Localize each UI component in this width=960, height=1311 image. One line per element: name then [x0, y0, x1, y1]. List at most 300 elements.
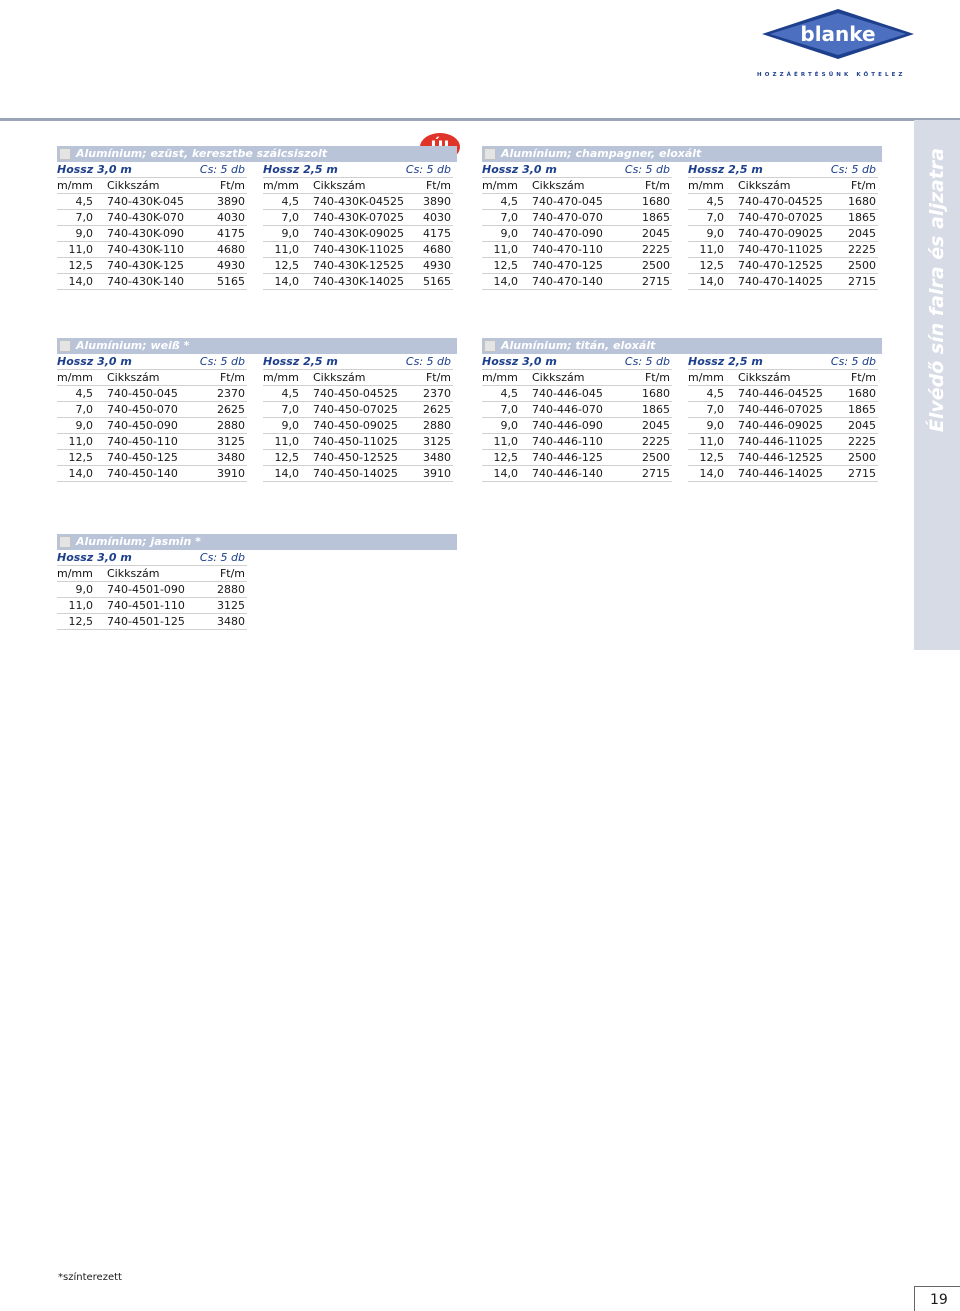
header-ftm: Ft/m — [219, 567, 245, 580]
article-number: 740-450-07025 — [313, 403, 398, 416]
article-number: 740-430K-04525 — [313, 195, 404, 208]
size-mm: 4,5 — [500, 195, 518, 208]
table-column — [57, 354, 247, 482]
size-mm: 9,0 — [75, 419, 93, 432]
length-header — [688, 162, 878, 178]
length-label: Hossz 3,0 m — [482, 355, 557, 368]
table-row — [482, 210, 672, 226]
price: 2225 — [642, 243, 670, 256]
article-number: 740-450-045 — [107, 387, 178, 400]
section-title — [57, 534, 457, 550]
footnote: *színterezett — [58, 1272, 122, 1283]
table-row — [482, 274, 672, 290]
header-cikkszam: Cikkszám — [313, 371, 366, 384]
article-number: 740-446-14025 — [738, 467, 823, 480]
size-mm: 7,0 — [500, 403, 518, 416]
price: 2045 — [848, 227, 876, 240]
table-row — [57, 194, 247, 210]
table-row — [688, 258, 878, 274]
table-row — [263, 258, 453, 274]
article-number: 740-430K-07025 — [313, 211, 404, 224]
price: 4930 — [217, 259, 245, 272]
size-mm: 14,0 — [274, 467, 299, 480]
pack-size: Cs: 5 db — [405, 355, 451, 368]
article-number: 740-446-125 — [532, 451, 603, 464]
section-title-text: Alumínium; ezüst, keresztbe szálcsiszolt — [76, 147, 328, 160]
price: 2715 — [848, 467, 876, 480]
size-mm: 9,0 — [281, 227, 299, 240]
size-mm: 4,5 — [281, 195, 299, 208]
article-number: 740-450-125 — [107, 451, 178, 464]
article-number: 740-446-045 — [532, 387, 603, 400]
table-column — [482, 162, 672, 290]
length-header — [482, 162, 672, 178]
article-number: 740-430K-14025 — [313, 275, 404, 288]
article-number: 740-470-12525 — [738, 259, 823, 272]
price: 4930 — [423, 259, 451, 272]
table-row — [57, 386, 247, 402]
table-row — [57, 402, 247, 418]
column-headers — [482, 178, 672, 194]
table-row — [57, 582, 247, 598]
article-number: 740-446-09025 — [738, 419, 823, 432]
length-header — [263, 162, 453, 178]
price: 3890 — [423, 195, 451, 208]
article-number: 740-446-04525 — [738, 387, 823, 400]
size-mm: 9,0 — [500, 227, 518, 240]
price: 2880 — [423, 419, 451, 432]
price: 2045 — [848, 419, 876, 432]
table-column — [688, 162, 878, 290]
article-number: 740-446-110 — [532, 435, 603, 448]
header-ftm: Ft/m — [219, 179, 245, 192]
price: 3125 — [423, 435, 451, 448]
section-champagner — [482, 146, 882, 322]
section-columns — [57, 550, 457, 710]
header-cikkszam: Cikkszám — [532, 179, 585, 192]
section-title — [482, 338, 882, 354]
header-cikkszam: Cikkszám — [532, 371, 585, 384]
article-number: 740-446-07025 — [738, 403, 823, 416]
table-row — [688, 194, 878, 210]
article-number: 740-470-090 — [532, 227, 603, 240]
table-row — [57, 434, 247, 450]
header-mm: m/mm — [688, 371, 724, 384]
size-mm: 14,0 — [68, 275, 93, 288]
article-number: 740-450-070 — [107, 403, 178, 416]
price: 1680 — [848, 387, 876, 400]
table-row — [57, 598, 247, 614]
header-rule — [0, 118, 960, 121]
price: 1680 — [848, 195, 876, 208]
column-headers — [263, 370, 453, 386]
article-number: 740-450-090 — [107, 419, 178, 432]
length-label: Hossz 2,5 m — [688, 163, 763, 176]
size-mm: 9,0 — [281, 419, 299, 432]
table-row — [57, 614, 247, 630]
size-mm: 4,5 — [75, 195, 93, 208]
pack-size: Cs: 5 db — [199, 355, 245, 368]
size-mm: 14,0 — [493, 275, 518, 288]
pack-size: Cs: 5 db — [830, 355, 876, 368]
price: 2370 — [423, 387, 451, 400]
size-mm: 11,0 — [68, 435, 93, 448]
header-cikkszam: Cikkszám — [738, 179, 791, 192]
article-number: 740-430K-070 — [107, 211, 184, 224]
brand-tagline: HOZZÁÉRTÉSÜNK KÖTELEZ — [757, 72, 906, 78]
price: 5165 — [217, 275, 245, 288]
table-row — [263, 226, 453, 242]
article-number: 740-450-04525 — [313, 387, 398, 400]
size-mm: 9,0 — [500, 419, 518, 432]
header-ftm: Ft/m — [850, 179, 876, 192]
size-mm: 9,0 — [75, 227, 93, 240]
checkbox-icon — [59, 340, 71, 352]
length-header — [482, 354, 672, 370]
svg-text:blanke: blanke — [800, 22, 876, 46]
pack-size: Cs: 5 db — [624, 355, 670, 368]
price: 4680 — [217, 243, 245, 256]
section-title — [57, 338, 457, 354]
pack-size: Cs: 5 db — [830, 163, 876, 176]
article-number: 740-450-14025 — [313, 467, 398, 480]
size-mm: 7,0 — [281, 403, 299, 416]
header-ftm: Ft/m — [644, 371, 670, 384]
article-number: 740-450-140 — [107, 467, 178, 480]
size-mm: 7,0 — [706, 211, 724, 224]
size-mm: 11,0 — [493, 243, 518, 256]
article-number: 740-470-070 — [532, 211, 603, 224]
header-mm: m/mm — [482, 371, 518, 384]
section-title — [482, 146, 882, 162]
table-row — [482, 226, 672, 242]
column-headers — [688, 370, 878, 386]
header-mm: m/mm — [263, 179, 299, 192]
column-headers — [688, 178, 878, 194]
article-number: 740-430K-110 — [107, 243, 184, 256]
header-cikkszam: Cikkszám — [107, 567, 160, 580]
length-header — [57, 550, 247, 566]
price: 4030 — [423, 211, 451, 224]
table-column — [263, 354, 453, 482]
price: 2880 — [217, 419, 245, 432]
price: 4680 — [423, 243, 451, 256]
article-number: 740-470-07025 — [738, 211, 823, 224]
price: 2500 — [848, 259, 876, 272]
header-mm: m/mm — [263, 371, 299, 384]
price: 2715 — [642, 275, 670, 288]
table-row — [482, 386, 672, 402]
price: 3480 — [217, 615, 245, 628]
price: 3480 — [217, 451, 245, 464]
size-mm: 11,0 — [68, 243, 93, 256]
checkbox-icon — [484, 148, 496, 160]
table-row — [688, 434, 878, 450]
pack-size: Cs: 5 db — [199, 551, 245, 564]
table-row — [688, 466, 878, 482]
header-ftm: Ft/m — [644, 179, 670, 192]
column-headers — [57, 178, 247, 194]
length-label: Hossz 3,0 m — [482, 163, 557, 176]
length-label: Hossz 3,0 m — [57, 355, 132, 368]
article-number: 740-430K-125 — [107, 259, 184, 272]
size-mm: 9,0 — [75, 583, 93, 596]
section-columns — [482, 354, 882, 514]
table-row — [482, 418, 672, 434]
column-headers — [57, 566, 247, 582]
pack-size: Cs: 5 db — [199, 163, 245, 176]
table-row — [482, 242, 672, 258]
header-mm: m/mm — [57, 567, 93, 580]
price: 4030 — [217, 211, 245, 224]
article-number: 740-470-04525 — [738, 195, 823, 208]
table-row — [688, 226, 878, 242]
table-row — [688, 242, 878, 258]
table-row — [57, 210, 247, 226]
header-mm: m/mm — [57, 179, 93, 192]
length-header — [57, 162, 247, 178]
section-title-text: Alumínium; titán, eloxált — [501, 339, 656, 352]
price: 2370 — [217, 387, 245, 400]
article-number: 740-446-11025 — [738, 435, 823, 448]
article-number: 740-470-125 — [532, 259, 603, 272]
table-row — [263, 386, 453, 402]
price: 2715 — [642, 467, 670, 480]
length-header — [688, 354, 878, 370]
length-label: Hossz 2,5 m — [263, 163, 338, 176]
page-number: 19 — [930, 1292, 948, 1308]
price: 2715 — [848, 275, 876, 288]
article-number: 740-470-11025 — [738, 243, 823, 256]
table-row — [263, 434, 453, 450]
price: 2225 — [848, 243, 876, 256]
size-mm: 7,0 — [75, 211, 93, 224]
price: 2500 — [848, 451, 876, 464]
checkbox-icon — [484, 340, 496, 352]
section-title-text: Alumínium; weiß * — [76, 339, 190, 352]
header-mm: m/mm — [482, 179, 518, 192]
price: 3480 — [423, 451, 451, 464]
price: 2500 — [642, 259, 670, 272]
table-column — [57, 550, 247, 630]
header-ftm: Ft/m — [425, 371, 451, 384]
size-mm: 11,0 — [68, 599, 93, 612]
article-number: 740-4501-090 — [107, 583, 185, 596]
size-mm: 4,5 — [706, 387, 724, 400]
price: 4175 — [217, 227, 245, 240]
table-row — [482, 194, 672, 210]
article-number: 740-430K-11025 — [313, 243, 404, 256]
header-mm: m/mm — [688, 179, 724, 192]
article-number: 740-470-045 — [532, 195, 603, 208]
size-mm: 12,5 — [274, 259, 299, 272]
article-number: 740-430K-09025 — [313, 227, 404, 240]
table-row — [482, 402, 672, 418]
table-row — [482, 466, 672, 482]
article-number: 740-450-110 — [107, 435, 178, 448]
article-number: 740-446-070 — [532, 403, 603, 416]
header-ftm: Ft/m — [850, 371, 876, 384]
length-header — [263, 354, 453, 370]
price: 4175 — [423, 227, 451, 240]
size-mm: 14,0 — [274, 275, 299, 288]
table-row — [263, 450, 453, 466]
size-mm: 7,0 — [706, 403, 724, 416]
article-number: 740-430K-090 — [107, 227, 184, 240]
size-mm: 4,5 — [75, 387, 93, 400]
price: 2625 — [423, 403, 451, 416]
article-number: 740-470-140 — [532, 275, 603, 288]
column-headers — [263, 178, 453, 194]
price: 1865 — [848, 403, 876, 416]
price: 2500 — [642, 451, 670, 464]
size-mm: 9,0 — [706, 227, 724, 240]
article-number: 740-470-09025 — [738, 227, 823, 240]
size-mm: 14,0 — [493, 467, 518, 480]
table-row — [688, 386, 878, 402]
length-label: Hossz 2,5 m — [688, 355, 763, 368]
header-cikkszam: Cikkszám — [313, 179, 366, 192]
size-mm: 12,5 — [699, 259, 724, 272]
price: 2045 — [642, 419, 670, 432]
table-row — [482, 258, 672, 274]
article-number: 740-430K-140 — [107, 275, 184, 288]
price: 2225 — [642, 435, 670, 448]
section-title-text: Alumínium; champagner, eloxált — [501, 147, 702, 160]
price: 1680 — [642, 195, 670, 208]
price: 5165 — [423, 275, 451, 288]
size-mm: 12,5 — [274, 451, 299, 464]
size-mm: 11,0 — [493, 435, 518, 448]
length-label: Hossz 3,0 m — [57, 163, 132, 176]
section-titan — [482, 338, 882, 514]
side-label: Élvédő sín falra és aljzatra — [926, 147, 948, 433]
size-mm: 11,0 — [274, 435, 299, 448]
section-columns — [57, 354, 457, 514]
section-columns — [57, 162, 457, 322]
price: 2880 — [217, 583, 245, 596]
size-mm: 12,5 — [68, 259, 93, 272]
article-number: 740-446-12525 — [738, 451, 823, 464]
section-weiss — [57, 338, 457, 514]
size-mm: 12,5 — [699, 451, 724, 464]
article-number: 740-446-140 — [532, 467, 603, 480]
table-row — [688, 274, 878, 290]
blanke-logo — [758, 6, 918, 62]
price: 1680 — [642, 387, 670, 400]
price: 2625 — [217, 403, 245, 416]
table-row — [263, 466, 453, 482]
table-column — [57, 162, 247, 290]
table-column — [688, 354, 878, 482]
section-title-text: Alumínium; jasmin * — [76, 535, 201, 548]
column-headers — [57, 370, 247, 386]
header-ftm: Ft/m — [425, 179, 451, 192]
pack-size: Cs: 5 db — [405, 163, 451, 176]
size-mm: 12,5 — [68, 615, 93, 628]
section-title — [57, 146, 457, 162]
checkbox-icon — [59, 536, 71, 548]
size-mm: 12,5 — [493, 259, 518, 272]
length-label: Hossz 3,0 m — [57, 551, 132, 564]
table-row — [57, 418, 247, 434]
price: 1865 — [642, 403, 670, 416]
article-number: 740-470-14025 — [738, 275, 823, 288]
table-row — [263, 210, 453, 226]
header-mm: m/mm — [57, 371, 93, 384]
size-mm: 7,0 — [500, 211, 518, 224]
size-mm: 9,0 — [706, 419, 724, 432]
table-row — [688, 210, 878, 226]
price: 3890 — [217, 195, 245, 208]
header-cikkszam: Cikkszám — [107, 179, 160, 192]
length-header — [57, 354, 247, 370]
table-column — [482, 354, 672, 482]
size-mm: 11,0 — [274, 243, 299, 256]
table-row — [57, 450, 247, 466]
article-number: 740-430K-045 — [107, 195, 184, 208]
article-number: 740-4501-125 — [107, 615, 185, 628]
size-mm: 11,0 — [699, 435, 724, 448]
size-mm: 11,0 — [699, 243, 724, 256]
checkbox-icon — [59, 148, 71, 160]
article-number: 740-430K-12525 — [313, 259, 404, 272]
price: 1865 — [848, 211, 876, 224]
price: 2045 — [642, 227, 670, 240]
article-number: 740-470-110 — [532, 243, 603, 256]
table-row — [57, 226, 247, 242]
table-row — [482, 450, 672, 466]
table-row — [263, 274, 453, 290]
table-row — [482, 434, 672, 450]
article-number: 740-450-11025 — [313, 435, 398, 448]
price: 2225 — [848, 435, 876, 448]
article-number: 740-446-090 — [532, 419, 603, 432]
section-ezust — [57, 146, 457, 322]
size-mm: 14,0 — [68, 467, 93, 480]
table-row — [57, 242, 247, 258]
size-mm: 7,0 — [281, 211, 299, 224]
size-mm: 14,0 — [699, 467, 724, 480]
size-mm: 4,5 — [706, 195, 724, 208]
price: 3125 — [217, 435, 245, 448]
article-number: 740-4501-110 — [107, 599, 185, 612]
article-number: 740-450-12525 — [313, 451, 398, 464]
header-ftm: Ft/m — [219, 371, 245, 384]
table-row — [688, 402, 878, 418]
table-row — [688, 418, 878, 434]
size-mm: 12,5 — [68, 451, 93, 464]
price: 3910 — [423, 467, 451, 480]
header-cikkszam: Cikkszám — [738, 371, 791, 384]
size-mm: 4,5 — [500, 387, 518, 400]
size-mm: 4,5 — [281, 387, 299, 400]
section-columns — [482, 162, 882, 322]
table-row — [263, 242, 453, 258]
table-row — [263, 418, 453, 434]
section-jasmin — [57, 534, 457, 710]
table-column — [263, 162, 453, 290]
table-row — [263, 194, 453, 210]
price: 3910 — [217, 467, 245, 480]
price: 3125 — [217, 599, 245, 612]
table-row — [263, 402, 453, 418]
article-number: 740-450-09025 — [313, 419, 398, 432]
pack-size: Cs: 5 db — [624, 163, 670, 176]
table-row — [57, 274, 247, 290]
length-label: Hossz 2,5 m — [263, 355, 338, 368]
size-mm: 7,0 — [75, 403, 93, 416]
